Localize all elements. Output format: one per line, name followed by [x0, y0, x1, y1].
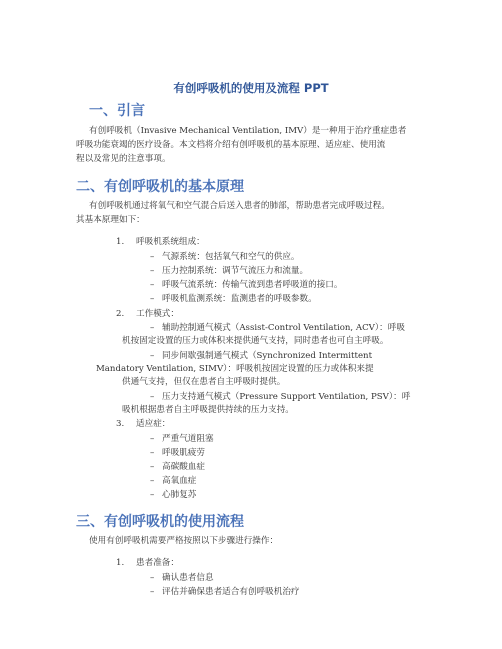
dash-bullet: –: [150, 392, 155, 402]
dash-bullet: –: [150, 587, 155, 597]
list-item: 心肺复苏: [162, 490, 197, 500]
list-number: 1.: [116, 237, 125, 247]
list-item: 压力控制系统：调节气流压力和流量。: [162, 266, 309, 276]
dash-bullet: –: [150, 448, 155, 458]
list-item: 确认患者信息: [162, 573, 214, 583]
list-number: 2.: [116, 309, 125, 319]
dash-bullet: –: [150, 573, 155, 583]
mode-item-continued: 机按固定设置的压力或体积来提供通气支持，同时患者也可自主呼吸。: [122, 336, 389, 346]
paragraph-line: 使用有创呼吸机需要严格按照以下步骤进行操作：: [89, 536, 279, 546]
paragraph-line: 呼吸功能衰竭的医疗设备。本文档将介绍有创呼吸机的基本原理、适应症、使用流: [76, 140, 386, 150]
list-label: 适应症：: [136, 419, 171, 429]
list-item: 呼吸机监测系统：监测患者的呼吸参数。: [162, 294, 317, 304]
list-item: 高氧血症: [162, 476, 197, 486]
dash-bullet: –: [150, 490, 155, 500]
dash-bullet: –: [150, 351, 155, 361]
dash-bullet: –: [150, 280, 155, 290]
paragraph-line: 其基本原理如下：: [76, 215, 145, 225]
dash-bullet: –: [150, 252, 155, 262]
mode-item-continued: 供通气支持，但仅在患者自主呼吸时提供。: [122, 377, 286, 387]
dash-bullet: –: [150, 294, 155, 304]
list-number: 1.: [116, 558, 125, 568]
dash-bullet: –: [150, 462, 155, 472]
list-item: 评估并确保患者适合有创呼吸机治疗: [162, 587, 300, 597]
list-item: 气源系统：包括氧气和空气的供应。: [162, 252, 300, 262]
section-heading-intro: 一、引言: [89, 103, 145, 119]
paragraph-line: 有创呼吸机通过将氧气和空气混合后送入患者的肺部，帮助患者完成呼吸过程。: [89, 201, 390, 211]
list-item: 高碳酸血症: [162, 462, 205, 472]
mode-item-continued: 吸机根据患者自主呼吸提供持续的压力支持。: [122, 405, 294, 415]
mode-item: 辅助控制通气模式（Assist-Control Ventilation, ACV）：呼吸: [162, 323, 405, 333]
dash-bullet: –: [150, 266, 155, 276]
dash-bullet: –: [150, 476, 155, 486]
list-item: 呼吸气流系统：传输气流到患者呼吸道的接口。: [162, 280, 343, 290]
list-label: 工作模式：: [136, 309, 179, 319]
document-title: 有创呼吸机的使用及流程 PPT: [173, 81, 329, 95]
mode-item-continued: Mandatory Ventilation, SIMV）：呼吸机按固定设置的压力或体积来提: [96, 364, 374, 374]
mode-item: 压力支持通气模式（Pressure Support Ventilation, PSV）：呼: [162, 392, 411, 402]
list-item: 呼吸肌疲劳: [162, 448, 205, 458]
list-label: 呼吸机系统组成：: [136, 237, 205, 247]
mode-item: 同步间歇强制通气模式（Synchronized Intermittent: [162, 351, 373, 361]
paragraph-line: 程以及常见的注意事项。: [76, 154, 171, 164]
section-heading-procedure: 三、有创呼吸机的使用流程: [76, 514, 244, 530]
paragraph-line: 有创呼吸机（Invasive Mechanical Ventilation, IMV）是一种用于治疗重症患者: [89, 126, 407, 136]
dash-bullet: –: [150, 323, 155, 333]
list-item: 严重气道阻塞: [162, 434, 214, 444]
dash-bullet: –: [150, 434, 155, 444]
list-number: 3.: [116, 419, 125, 429]
section-heading-principle: 二、有创呼吸机的基本原理: [76, 179, 244, 195]
list-label: 患者准备：: [136, 558, 179, 568]
